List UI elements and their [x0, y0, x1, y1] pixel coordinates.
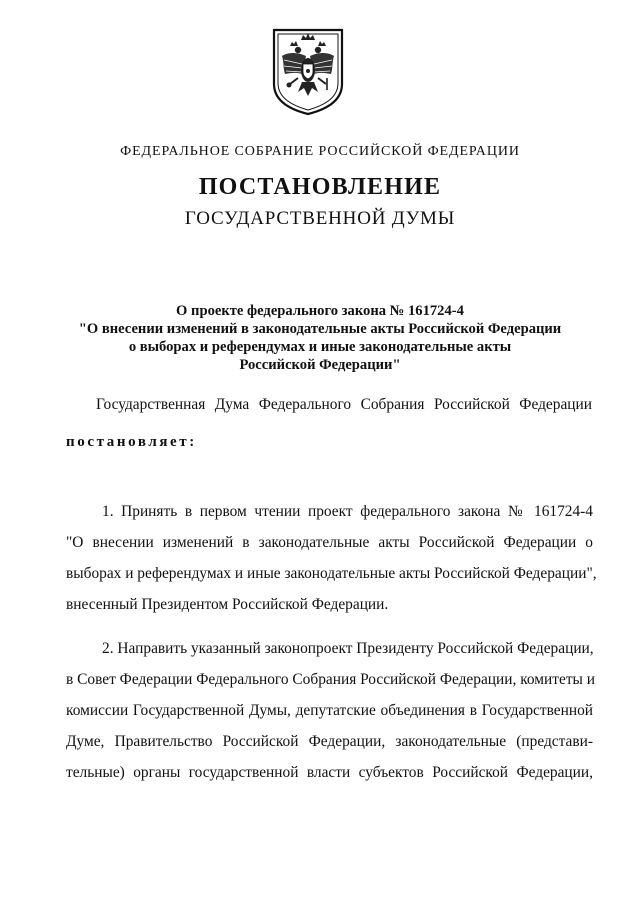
paragraph-line: "О внесении изменений в законодательные акты Российской Федерации о	[66, 534, 593, 551]
organization-line: ФЕДЕРАЛЬНОЕ СОБРАНИЕ РОССИЙСКОЙ ФЕДЕРАЦИИ	[120, 144, 520, 159]
paragraph-line: Думе, Правительство Российской Федерации, законодательные (представи-	[66, 733, 593, 750]
paragraph-line: тельные) органы государственной власти субъектов Российской Федерации,	[66, 764, 593, 781]
paragraph-1	[66, 496, 597, 620]
paragraph-line: выборах и референдумах и иные законодательные акты Российской Федерации",	[66, 565, 597, 582]
subject-line: о выборах и референдумах и иные законодательные акты	[128, 339, 512, 355]
paragraph-2	[66, 633, 593, 788]
document-issuer-subtitle: ГОСУДАРСТВЕННОЙ ДУМЫ	[184, 208, 456, 229]
paragraph-line: комиссии Государственной Думы, депутатские объединения в Государственной	[66, 702, 593, 719]
paragraph-line: 2. Направить указанный законопроект Президенту Российской Федерации,	[102, 640, 594, 657]
paragraph-line: внесенный Президентом Российской Федерации.	[66, 596, 389, 613]
document-type-title: ПОСТАНОВЛЕНИЕ	[198, 174, 442, 200]
subject-line: "О внесении изменений в законодательные акты Российской Федерации	[78, 321, 562, 337]
decides-keyword: постановляет:	[66, 434, 197, 450]
paragraph-line: 1. Принять в первом чтении проект федерального закона № 161724-4	[102, 503, 593, 520]
russian-coat-of-arms-icon	[268, 26, 348, 116]
document-subject	[40, 302, 600, 374]
paragraph-line: в Совет Федерации Федерального Собрания Российской Федерации, комитеты и	[66, 671, 595, 688]
preamble-text: Государственная Дума Федерального Собрания Российской Федерации	[96, 396, 592, 413]
subject-line: Российской Федерации"	[239, 357, 401, 373]
subject-line: О проекте федерального закона № 161724-4	[176, 303, 464, 319]
